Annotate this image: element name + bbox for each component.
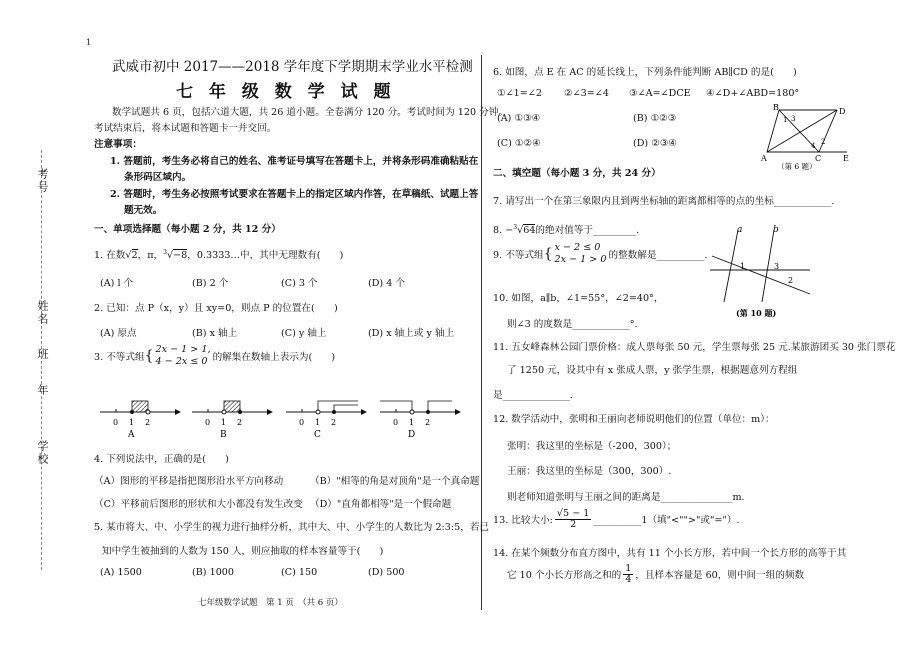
q5-option-b: (B) 1000 [192,567,235,578]
section-1-title: 一、单项选择题（每小题 2 分，共 12 分） [94,224,281,235]
q10-stem-a: 10. 如图，a∥b，∠1=55°，∠2=40°， [493,293,664,304]
notes-title: 注意事项： [94,139,142,150]
q6-caption: （第 6 题） [777,162,817,171]
q12-end: 则老师知道张明与王丽之间的距离是_______________m. [507,492,745,503]
q3-number-lines [96,392,476,442]
q4-option-b: （B）"相等的角是对顶角"是一个真命题 [310,476,480,487]
q4-option-a: （A）图形的平移是指把图形沿水平方向移动 [94,476,284,487]
q7-stem: 7. 请写出一个在第三象限内且到两坐标轴的距离都相等的点的坐标____________. [493,196,835,207]
q6-label-a: A [761,154,767,163]
q2-option-c: (C) y 轴上 [281,328,327,339]
q3-option-b-line [192,401,272,440]
q2-option-b: (B) x 轴上 [192,328,238,339]
q10-line-a: a [737,225,743,235]
q2-option-a: (A) 原点 [100,328,137,339]
q1-option-a: (A) l 个 [100,278,134,289]
q10-angle-2: 2 [788,276,794,285]
name-label: 姓名 [36,300,49,326]
q6-stem: 6. 如图，点 E 在 AC 的延长线上，下列条件能判断 AB∥CD 的是( ) [493,67,797,78]
q5-stem-b: 知中学生被抽到的人数为 150 人，则应抽取的样本容量等于( ) [102,546,384,557]
q6-label-c: C [815,154,822,163]
q3-option-a-line [100,401,180,440]
note-1b: 条形码区域内。 [124,172,192,183]
q1-option-d: (D) 4 个 [368,278,405,289]
q9-stem: 9. 不等式组{ x − 2 ≤ 0 2x − 1 > 0 的整数解是__________. [493,242,708,265]
q6-figure [757,104,857,172]
q14-line-2: 它 10 个小长方形高之和的 $\frac{1}{4}$ ，且样本容量是 60，则中间一组的频数 [507,563,805,585]
q11-stem-c: 是______________. [493,390,573,401]
q11-stem-b: 了 1250 元，设其中有 x 张成人票，y 张学生票，根据题意列方程组 [507,365,798,376]
q6-cond-1: ①∠1=∠2 [497,88,542,99]
q3-b-tick-1: 1 [221,418,227,427]
q4-option-d: （D）"直角都相等"是一个假命题 [310,499,452,510]
q3-a-tick-0: 0 [113,418,119,427]
q12-stem: 12. 数学活动中，张明和王丽向老师说明他们的位置（单位：m）： [493,414,775,425]
grade-label: 年 [36,384,49,397]
q3-b-tick-0: 0 [205,418,211,427]
q2-option-d: (D) x 轴上或 y 轴上 [368,328,455,339]
q3-a-tick-2: 2 [145,418,151,427]
q6-angle-2: 2 [821,138,826,146]
q3-b-tick-2: 2 [237,418,243,427]
q6-cond-3: ③∠A=∠DCE [629,88,691,99]
q4-stem: 4. 下列说法中，正确的是( ) [94,454,229,465]
q3-c-tick-2: 2 [331,418,337,427]
q3-option-d-line [380,401,460,440]
intro-line-2: 考试结束后，将本试题和答题卡一并交回。 [94,123,277,134]
q6-option-d: (D) ②③④ [633,138,678,149]
q5-option-d: (D) 500 [368,567,405,578]
q6-cond-2: ②∠3=∠4 [564,88,609,99]
q3-option-c-line [286,401,366,440]
q6-angle-1: 1 [783,116,788,124]
q3-d-tick-1: 1 [409,418,415,427]
note-2a: 2. 答题时，考生务必按照考试要求在答题卡上的指定区域内作答，在草稿纸、试题上答 [110,189,479,200]
q5-option-c: (C) 150 [281,567,318,578]
q2-stem: 2. 已知：点 P（x，y）且 xy=0，则点 P 的位置在( ) [94,303,338,314]
q14-line-1: 14. 在某个频数分布直方图中，共有 11 个小长方形，若中间一个长方形的高等于其 [493,548,847,559]
q5-option-a: (A) 1500 [100,567,142,578]
q10-line-b: b [773,225,779,235]
q10-angle-3: 3 [774,262,780,271]
section-2-title: 二、填空题（每小题 3 分，共 24 分） [493,168,661,179]
q6-angle-3: 3 [791,115,796,123]
q10-stem-b: 则∠3 的度数是____________°. [507,319,638,330]
q3-b-label: B [220,430,227,440]
q6-angle-4: 4 [811,142,816,150]
q6-label-d: D [839,107,846,116]
q8-stem: 8. −$^3$√64的绝对值等于_________. [493,223,640,236]
q6-option-a: (A) ①③④ [497,113,541,124]
school-exam-line: 武威市初中 2017——2018 学年度下学期期末学业水平检测 [112,59,473,75]
q3-c-tick-0: 0 [299,418,305,427]
q4-option-c: （C）平移前后图形的形状和大小都没有发生改变 [94,499,303,510]
q6-cond-4: ④∠D+∠ABD=180° [706,88,800,99]
q3-d-tick-0: 0 [393,418,399,427]
q3-a-label: A [128,430,135,440]
q1-stem: 1. 在数√2，π，$^3$√−8，0.3333…中，其中无理数有( ) [94,248,344,261]
q6-label-e: E [843,154,849,163]
q1-option-b: (B) 2 个 [192,278,229,289]
q6-option-c: (C) ①②④ [497,138,541,149]
page-mark: 1 [86,38,92,47]
q10-angle-1: 1 [740,262,746,271]
q10-figure [706,222,826,320]
school-label: 学校 [36,440,49,466]
q13-stem: 13. 比较大小: $\frac{√5 - 1}{2}$ __________1（填"<"">"或"="）. [493,508,740,530]
q3-d-label: D [408,430,416,440]
exam-no-label: 考号 [36,168,49,194]
q1-option-c: (C) 3 个 [281,278,318,289]
q3-a-tick-1: 1 [129,418,135,427]
q11-stem-a: 11. 五女峰森林公园门票价格：成人票每张 50 元，学生票每张 25 元.某旅游团买 30 张门票花 [493,342,896,353]
q6-option-b: (B) ①②③ [633,113,677,124]
intro-line-1: 数学试题共 6 页，包括六道大题，共 26 道小题。全卷满分 120 分。考试时间为 120 分钟。 [112,107,508,118]
page-title: 七 年 级 数 学 试 题 [176,82,396,102]
q5-stem-a: 5. 某市将大、中、小学生的视力进行抽样分析，其中大、中、小学生的人数比为 2:3:5，若已 [94,522,489,533]
q6-label-b: B [773,104,779,112]
q10-caption: (第 10 题) [736,308,777,318]
q12-zhang: 张明：我这里的坐标是（-200，300）； [507,441,677,452]
note-2b: 题无效。 [124,205,163,216]
note-1a: 1. 答题前，考生务必将自己的姓名、准考证号填写在答题卡上，并将条形码准确粘贴在 [110,156,479,167]
q3-c-tick-1: 1 [315,418,321,427]
q12-wang: 王丽：我这里的坐标是（300，300）. [507,466,672,477]
class-label: 班 [36,348,49,361]
q3-c-label: C [314,430,321,440]
page-footer: 七年级数学试题 第 1 页 （共 6 页） [198,598,343,608]
q3-stem: 3. 不等式组{ 2x − 1 > 1, 4 − 2x ≤ 0 的解集在数轴上表示为( ) [94,344,336,367]
binding-strip [0,0,80,650]
q3-d-tick-2: 2 [425,418,431,427]
